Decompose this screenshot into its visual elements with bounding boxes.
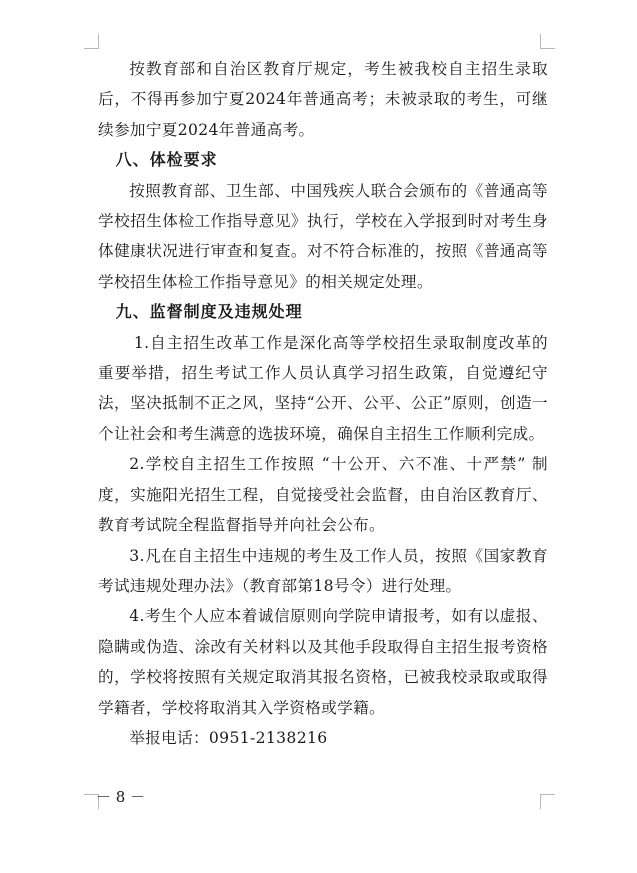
paragraph-supervision-1: 1.自主招生改革工作是深化高等学校招生录取制度改革的重要举措，招生考试工作人员认真学习招生政策，自觉遵纪守法，坚决抵制不正之风，坚持“公开、公平、公正”原则，创造一个让社会和考生满意的选拔环境，确保自主招生工作顺利完成。 [98, 333, 548, 443]
paragraph-supervision-4: 4.考生个人应本着诚信原则向学院申请报考，如有以虚报、隐瞒或伪造、涂改有关材料以及其他手段取得自主招生报考资格的，学校将按照有关规定取消其报名资格，已被我校录取或取得学籍者，学校将取消其入学资格或学籍。 [98, 607, 548, 717]
section-heading-supervision: 九、监督制度及违规处理 [115, 302, 303, 322]
paragraph-supervision-2: 2.学校自主招生工作按照 “十公开、六不准、十严禁” 制度，实施阳光招生工程，自觉接受社会监督，由自治区教育厅、教育考试院全程监督指导并向社会公布。 [98, 455, 548, 535]
crop-mark-top-right [540, 34, 555, 49]
crop-mark-top-left [84, 34, 99, 49]
section-heading-physical-exam: 八、体检要求 [115, 150, 218, 170]
document-body [98, 54, 548, 753]
paragraph-physical-exam: 按照教育部、卫生部、中国残疾人联合会颁布的《普通高等学校招生体检工作指导意见》执行，学校在入学报到时对考生身体健康状况进行审查和复查。对不符合标准的，按照《普通高等学校招生体检工作指导意见》的相关规定处理。 [98, 181, 548, 291]
crop-mark-bottom-right [540, 794, 555, 809]
paragraph-admission-rule: 按教育部和自治区教育厅规定，考生被我校自主招生录取后，不得再参加宁夏2024年普通高考；未被录取的考生，可继续参加宁夏2024年普通高考。 [98, 60, 548, 139]
report-phone: 举报电话：0951-2138216 [129, 728, 328, 747]
page-number: － 8 － [96, 788, 146, 806]
paragraph-supervision-3: 3.凡在自主招生中违规的考生及工作人员，按照《国家教育考试违规处理办法》（教育部第18号令）进行处理。 [98, 546, 548, 595]
